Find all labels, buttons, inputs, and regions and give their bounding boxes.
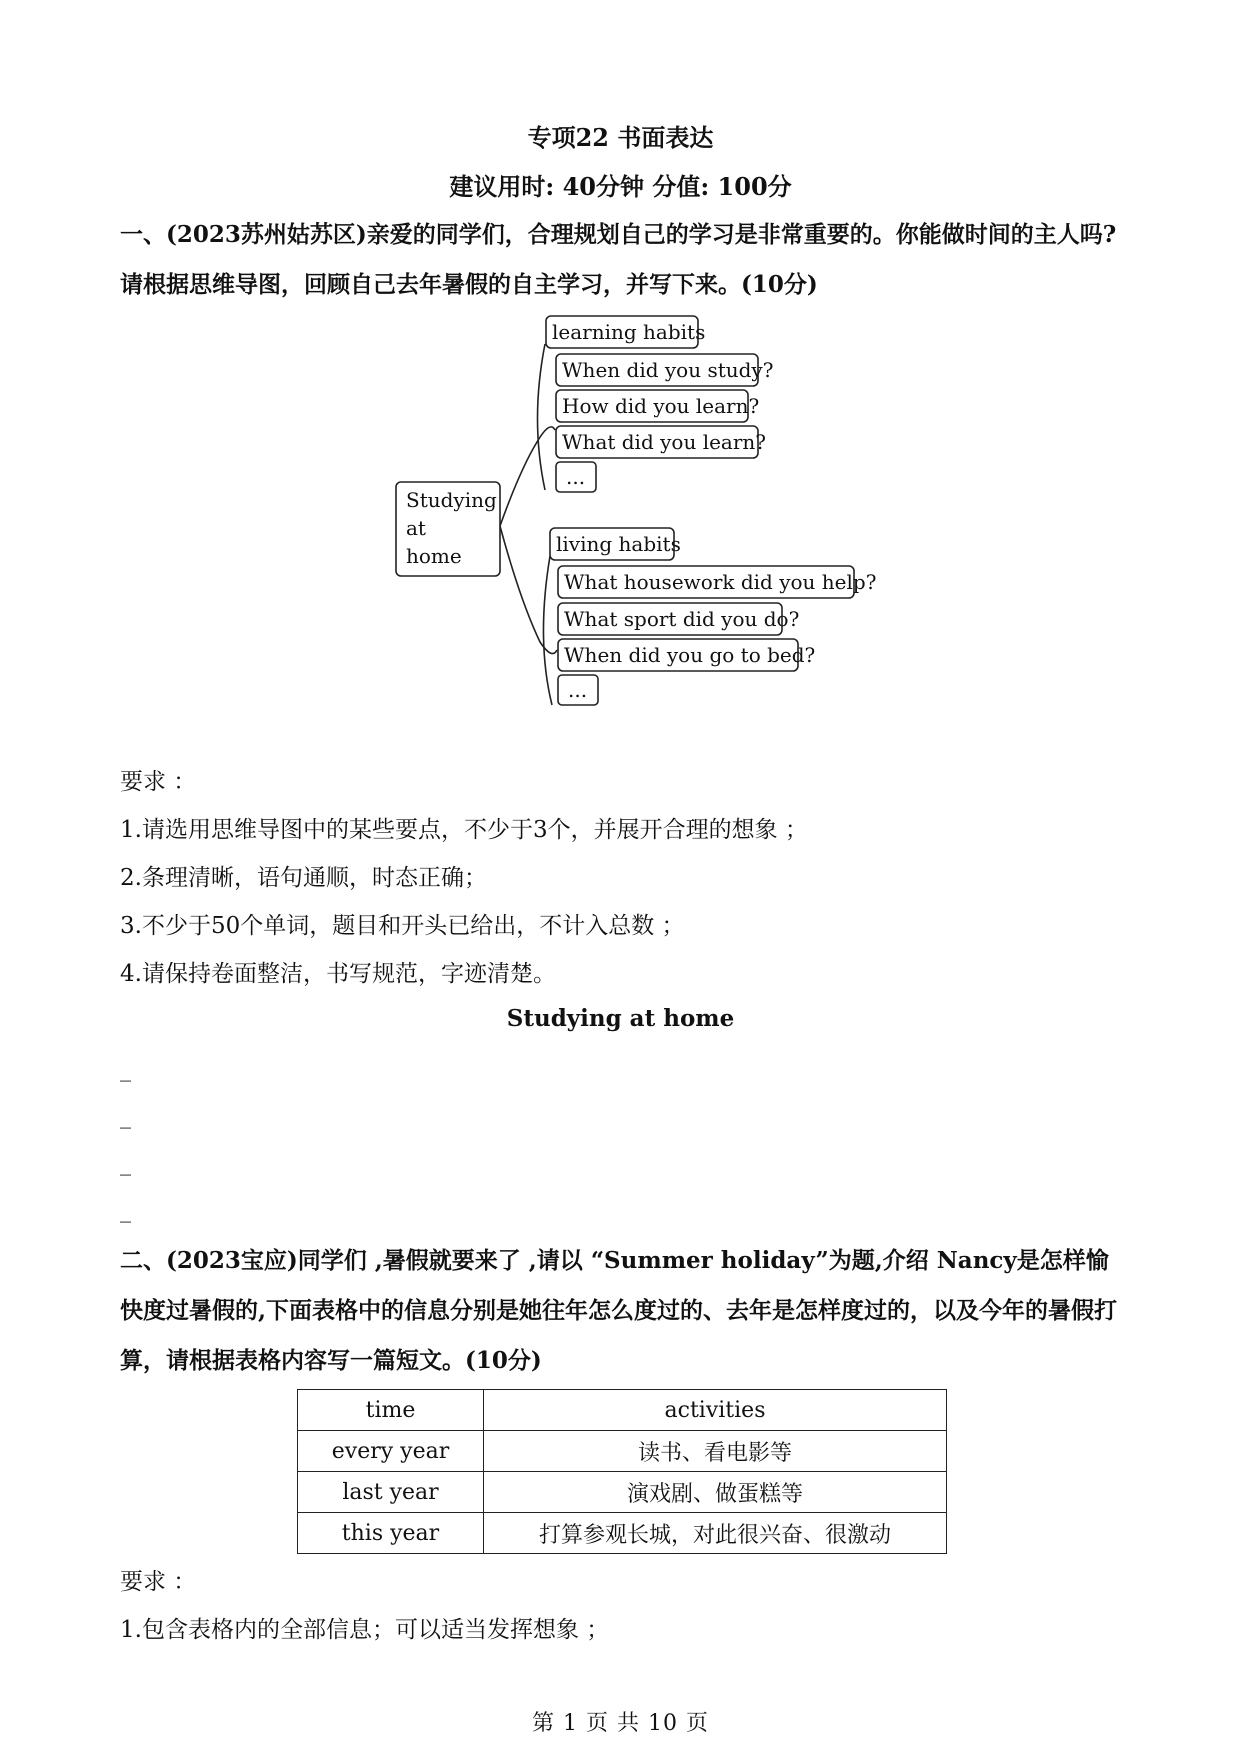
table-header-row <box>298 1390 947 1431</box>
mindmap-item: ... <box>568 678 588 702</box>
table-cell: 读书、看电影等 <box>484 1431 947 1472</box>
table-cell: 打算参观长城，对此很兴奋、很激动 <box>484 1513 947 1554</box>
mindmap-item: What housework did you help? <box>564 570 877 594</box>
table-cell: every year <box>298 1431 484 1472</box>
mindmap-bracket <box>543 556 552 705</box>
table-row <box>298 1513 947 1554</box>
requirements-label-2: 要求 ： <box>120 1569 197 1595</box>
mindmap-connector <box>500 427 555 526</box>
mindmap-item: What sport did you do? <box>564 607 800 631</box>
table-cell: this year <box>298 1513 484 1554</box>
requirement-item: 2.条理清晰，语句通顺，时态正确； <box>120 865 487 891</box>
requirement-item: 3.不少于50个单词，题目和开头已给出，不计入总数 ； <box>120 913 685 939</box>
mindmap-item: ... <box>566 465 586 489</box>
mindmap-item: What did you learn? <box>562 430 767 454</box>
table-row <box>298 1431 947 1472</box>
info-table <box>297 1389 947 1554</box>
page-footer: 第 1 页 共 10 页 <box>532 1711 709 1736</box>
table-cell: last year <box>298 1472 484 1513</box>
question-2-text: 二、(2023宝应)同学们 ,暑假就要来了 ,请以 “Summer holiday”为题,介绍 Nancy是怎样愉快度过暑假的,下面表格中的信息分别是她往年怎么度过的、去年是怎样度过的，以及今年的暑假打算，请根据表格内容写一篇短文。(10分) <box>120 1247 1118 1374</box>
requirements-label: 要求 ： <box>120 769 197 795</box>
requirement-item: 4.请保持卷面整洁，书写规范，字迹清楚。 <box>120 961 556 987</box>
table-cell: 演戏剧、做蛋糕等 <box>484 1472 947 1513</box>
mind-map <box>0 0 1241 730</box>
mindmap-branch2-label: living habits <box>556 532 681 556</box>
table-row <box>298 1472 947 1513</box>
table-header: activities <box>484 1390 947 1431</box>
mindmap-item: How did you learn? <box>562 394 760 418</box>
mindmap-center-line: Studying <box>406 488 497 512</box>
requirement-item: 1.包含表格内的全部信息；可以适当发挥想象 ； <box>120 1617 610 1643</box>
mindmap-center-line: home <box>406 544 462 568</box>
requirement-item: 1.请选用思维导图中的某些要点，不少于3个，并展开合理的想象 ； <box>120 817 808 843</box>
mindmap-item: When did you go to bed? <box>564 643 816 667</box>
answer-line[interactable]: _ <box>120 1057 131 1082</box>
mindmap-connector <box>500 526 557 654</box>
table-header: time <box>298 1390 484 1431</box>
mindmap-item: When did you study? <box>562 358 774 382</box>
answer-line[interactable]: _ <box>120 1151 131 1176</box>
question-1-text: 一、(2023苏州姑苏区)亲爱的同学们，合理规划自己的学习是非常重要的。你能做时间的主人吗?请根据思维导图，回顾自己去年暑假的自主学习，并写下来。(10分) <box>120 221 1117 298</box>
page-title: 专项22 书面表达 <box>527 123 714 152</box>
essay-title: Studying at home <box>506 1005 735 1032</box>
page-subtitle: 建议用时: 40分钟 分值: 100分 <box>449 172 792 201</box>
mindmap-branch1-label: learning habits <box>552 320 706 344</box>
answer-line[interactable]: _ <box>120 1104 131 1129</box>
mindmap-center-line: at <box>406 516 426 540</box>
answer-line[interactable]: _ <box>120 1198 131 1223</box>
mindmap-bracket <box>538 344 546 490</box>
